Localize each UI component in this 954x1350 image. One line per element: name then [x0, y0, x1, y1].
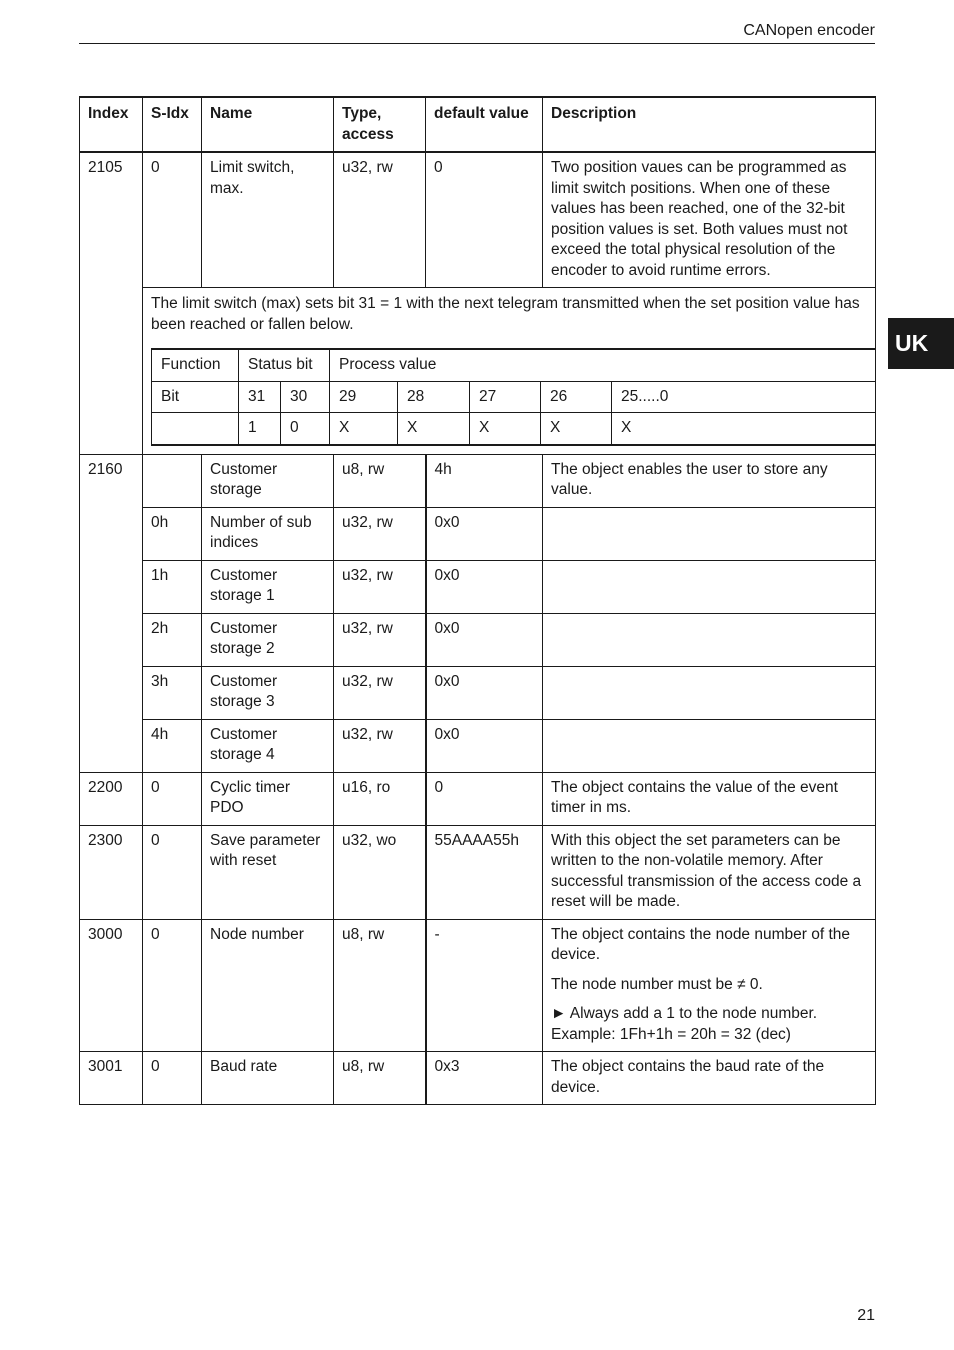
column-header: S-Idx [143, 97, 202, 152]
bit-cell: X [330, 413, 398, 445]
bit-cell: 0 [281, 413, 330, 445]
sidx-cell: 3h [143, 666, 202, 719]
type-cell: u16, ro [334, 772, 426, 825]
index-cell: 2160 [80, 454, 143, 772]
default-cell: - [426, 919, 543, 1052]
type-cell: u32, wo [334, 825, 426, 919]
table-row [80, 825, 876, 919]
description-instruction: ► Always add a 1 to the node number. Example: 1Fh+1h = 20h = 32 (dec) [551, 1005, 818, 1043]
default-cell: 0 [426, 152, 543, 288]
sidx-cell: 0 [143, 825, 202, 919]
name-cell: Limit switch, max. [202, 152, 334, 288]
bit-cell: 1 [239, 413, 281, 445]
table-row [80, 454, 876, 507]
sidx-cell: 0 [143, 1052, 202, 1105]
type-cell: u32, rw [334, 507, 426, 560]
description-cell: The object enables the user to store any value. [543, 454, 876, 507]
bit-table [151, 348, 876, 446]
type-cell: u32, rw [334, 666, 426, 719]
description-cell: With this object the set parameters can be written to the non-volatile memory. After successful transmission of the access code a reset will be made. [543, 825, 876, 919]
table-row [80, 772, 876, 825]
sidx-cell: 4h [143, 719, 202, 772]
sidx-cell [143, 454, 202, 507]
column-header: Description [543, 97, 876, 152]
table-header-row [80, 97, 876, 152]
description-cell: The object contains the baud rate of the device. [543, 1052, 876, 1105]
default-cell: 4h [426, 454, 543, 507]
table-row [80, 1052, 876, 1105]
default-cell: 0x3 [426, 1052, 543, 1105]
description-cell [543, 560, 876, 613]
bit-table-row [152, 381, 876, 413]
running-header: CANopen encoder [743, 22, 875, 39]
bit-cell: 27 [470, 381, 541, 413]
table-row [80, 288, 876, 455]
description-cell: Two position vaues can be programmed as limit switch positions. When one of these values has been reached, one of the 32-bit position values is set. Both values must not exceed the total physical resolution of the encoder to avoid runtime errors. [543, 152, 876, 288]
note-cell [143, 288, 876, 455]
description-cell [543, 507, 876, 560]
bit-cell: Function [152, 349, 239, 381]
name-cell: Cyclic timer PDO [202, 772, 334, 825]
name-cell: Customer storage 3 [202, 666, 334, 719]
index-cell: 2200 [80, 772, 143, 825]
table-row [80, 613, 876, 666]
name-cell: Node number [202, 919, 334, 1052]
table-row [80, 152, 876, 288]
table-row [80, 666, 876, 719]
name-cell: Customer storage 2 [202, 613, 334, 666]
bit-cell: 29 [330, 381, 398, 413]
header-rule [79, 43, 875, 44]
description-cell [543, 719, 876, 772]
default-cell: 0x0 [426, 666, 543, 719]
table-row [80, 560, 876, 613]
sidx-cell: 0h [143, 507, 202, 560]
bit-cell: 28 [398, 381, 470, 413]
bit-cell: X [612, 413, 876, 445]
note-text: The limit switch (max) sets bit 31 = 1 with the next telegram transmitted when the set position value has been reached or fallen below. [151, 295, 860, 333]
type-cell: u32, rw [334, 560, 426, 613]
name-cell: Customer storage [202, 454, 334, 507]
bit-cell: 30 [281, 381, 330, 413]
column-header: default value [426, 97, 543, 152]
name-cell: Customer storage 4 [202, 719, 334, 772]
object-dictionary-table [79, 96, 876, 1105]
description-cell: The object contains the value of the event timer in ms. [543, 772, 876, 825]
bit-cell: X [541, 413, 612, 445]
sidx-cell: 0 [143, 772, 202, 825]
name-cell: Number of sub indices [202, 507, 334, 560]
column-header: Index [80, 97, 143, 152]
description-cell [543, 613, 876, 666]
type-cell: u32, rw [334, 152, 426, 288]
bit-table-row [152, 413, 876, 445]
index-cell: 2105 [80, 152, 143, 454]
language-tab: UK [888, 318, 954, 369]
bit-cell: 31 [239, 381, 281, 413]
bit-cell: 25.....0 [612, 381, 876, 413]
type-cell: u32, rw [334, 613, 426, 666]
default-cell: 0x0 [426, 560, 543, 613]
sidx-cell: 0 [143, 919, 202, 1052]
index-cell: 3000 [80, 919, 143, 1052]
bit-cell: Bit [152, 381, 239, 413]
default-cell: 55AAAA55h [426, 825, 543, 919]
description-paragraph: The node number must be ≠ 0. [551, 975, 763, 993]
default-cell: 0x0 [426, 507, 543, 560]
bit-cell: 26 [541, 381, 612, 413]
page-number: 21 [857, 1307, 875, 1324]
type-cell: u32, rw [334, 719, 426, 772]
bit-cell: Status bit [239, 349, 330, 381]
bit-cell: X [398, 413, 470, 445]
bit-cell [152, 413, 239, 445]
table-row [80, 719, 876, 772]
default-cell: 0x0 [426, 613, 543, 666]
type-cell: u8, rw [334, 919, 426, 1052]
column-header: Type, access [334, 97, 426, 152]
bit-cell: Process value [330, 349, 876, 381]
name-cell: Customer storage 1 [202, 560, 334, 613]
table-row [80, 919, 876, 1052]
column-header: Name [202, 97, 334, 152]
type-cell: u8, rw [334, 454, 426, 507]
description-cell [543, 919, 876, 1052]
default-cell: 0x0 [426, 719, 543, 772]
sidx-cell: 0 [143, 152, 202, 288]
index-cell: 2300 [80, 825, 143, 919]
name-cell: Save parameter with reset [202, 825, 334, 919]
bit-cell: X [470, 413, 541, 445]
sidx-cell: 1h [143, 560, 202, 613]
sidx-cell: 2h [143, 613, 202, 666]
type-cell: u8, rw [334, 1052, 426, 1105]
table-row [80, 507, 876, 560]
description-cell [543, 666, 876, 719]
bit-table-row [152, 349, 876, 381]
default-cell: 0 [426, 772, 543, 825]
name-cell: Baud rate [202, 1052, 334, 1105]
description-paragraph: The object contains the node number of the device. [551, 925, 851, 963]
index-cell: 3001 [80, 1052, 143, 1105]
